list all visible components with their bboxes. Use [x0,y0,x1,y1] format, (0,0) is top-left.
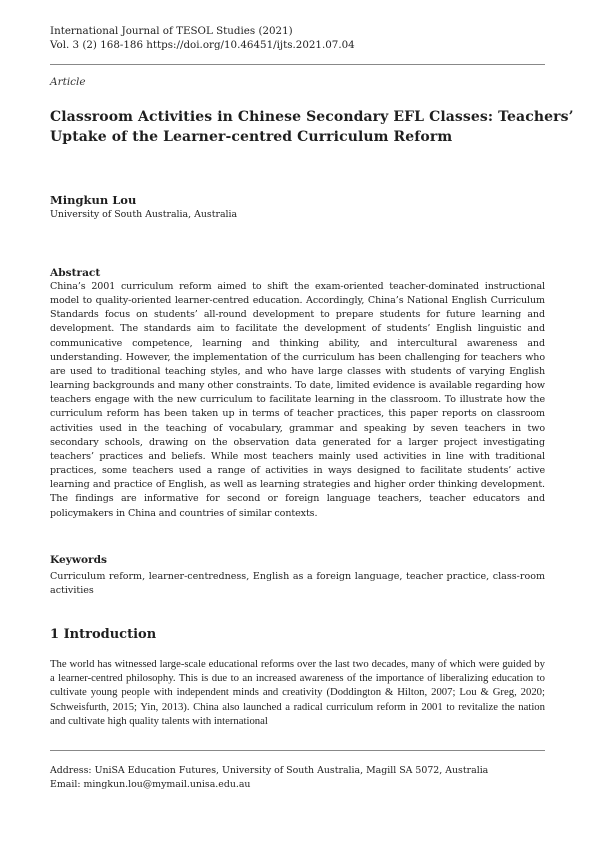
article-type-label: Article [50,76,86,88]
footer-email: Email: mingkun.lou@mymail.unisa.edu.au [50,779,251,790]
footer-address: Address: UniSA Education Futures, University of South Australia, Magill SA 5072, Australia [50,765,489,776]
footer-rule [50,750,545,751]
journal-name: International Journal of TESOL Studies (2021) [50,25,293,37]
keywords-heading: Keywords [50,554,108,566]
article-title [50,107,574,147]
author-affiliation: University of South Australia, Australia [50,209,238,220]
abstract-heading: Abstract [50,267,101,279]
article-title-line-1: Classroom Activities in Chinese Secondary EFL Classes: Teachers’ [50,109,574,125]
introduction-heading: 1 Introduction [50,627,157,642]
keywords-text: Curriculum reform, learner-centredness, English as a foreign language, teacher practice, class-room activities [50,571,545,597]
introduction-text: The world has witnessed large-scale educational reforms over the last two decades, many of which were guided by a learner-centred philosophy. This is due to an increased awareness of the importance of liberalizing education to cultivate young people with independent minds and creativity (Doddington & Hilton, 2007; Lou & Greg, 2020; Schweisfurth, 2015; Yin, 2013). China also launched a radical curriculum reform in 2001 to revitalize the nation and cultivate high quality talents with international [50,658,545,727]
abstract-text: China’s 2001 curriculum reform aimed to shift the exam-oriented teacher-dominated instructional model to quality-oriented learner-centred education. Accordingly, China’s National English Curriculum Standards focus on students’ all-round development to prepare students for future learning and development. The standards aim to facilitate the development of students’ English linguistic and communicative competence, learning and thinking ability, and intercultural awareness and understanding. However, the implementation of the curriculum has been challenging for teachers who are used to traditional teaching styles, and who have large classes with students of varying English learning backgrounds and many other constraints. To date, limited evidence is available regarding how teachers engage with the new curriculum to facilitate learning in the classroom. To illustrate how the curriculum reform has been taken up in terms of teacher practices, this paper reports on classroom activities used in the teaching of vocabulary, grammar and speaking by seven teachers in two secondary schools, drawing on the observation data generated for a larger project investigating teachers’ practices and beliefs. While most teachers mainly used activities in line with traditional practices, some teachers used a range of activities in ways designed to facilitate students’ active learning and practice of English, as well as learning strategies and higher order thinking development. The findings are informative for second or foreign language teachers, teacher educators and policymakers in China and countries of similar contexts. [50,281,545,519]
author-name: Mingkun Lou [50,193,137,207]
article-title-line-2: Uptake of the Learner-centred Curriculum Reform [50,129,453,145]
journal-citation: Vol. 3 (2) 168-186 https://doi.org/10.46451/ijts.2021.07.04 [50,39,355,51]
header-rule [50,64,545,65]
